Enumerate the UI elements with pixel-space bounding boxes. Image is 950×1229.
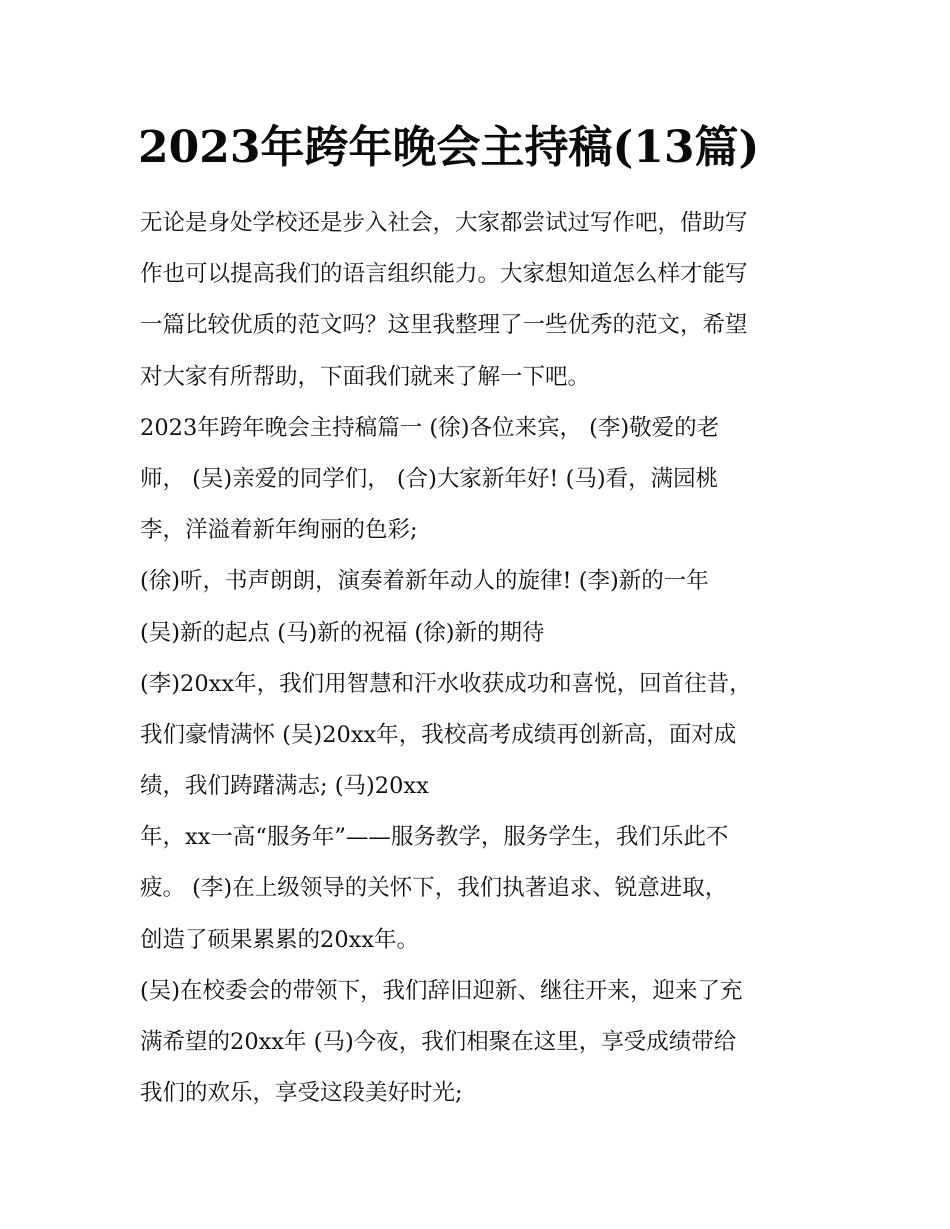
body-line-4: 对大家有所帮助，下面我们就来了解一下吧。 [140, 363, 591, 390]
body-line-11: 我们豪情满怀 (吴)20xx年，我校高考成绩再创新高，面对成 [140, 721, 737, 748]
body-line-15: 创造了硕果累累的20xx年。 [140, 926, 420, 953]
body-line-16: (吴)在校委会的带领下，我们辞旧迎新、继往开来，迎来了充 [140, 977, 743, 1004]
body-line-5: 2023年跨年晚会主持稿篇一 (徐)各位来宾， (李)敬爱的老 [140, 414, 720, 441]
body-line-9: (吴)新的起点 (马)新的祝福 (徐)新的期待 [140, 619, 545, 646]
body-line-12: 绩，我们踌躇满志; (马)20xx [140, 773, 429, 800]
body-line-18: 我们的欢乐，享受这段美好时光; [140, 1080, 463, 1107]
body-line-3: 一篇比较优质的范文吗？这里我整理了一些优秀的范文，希望 [140, 312, 748, 339]
body-line-10: (李)20xx年，我们用智慧和汗水收获成功和喜悦，回首往昔， [140, 670, 752, 697]
body-line-2: 作也可以提高我们的语言组织能力。大家想知道怎么样才能写 [140, 261, 748, 288]
document-body [140, 200, 830, 1121]
page-title: 2023年跨年晚会主持稿(13篇) [138, 122, 760, 173]
body-line-13: 年，xx一高“服务年”——服务教学，服务学生，我们乐此不 [140, 824, 729, 851]
body-line-6: 师， (吴)亲爱的同学们， (合)大家新年好! (马)看，满园桃 [140, 465, 719, 492]
body-line-14: 疲。 (李)在上级领导的关怀下，我们执著追求、锐意进取， [140, 875, 728, 902]
body-line-7: 李，洋溢着新年绚丽的色彩; [140, 517, 418, 544]
body-line-17: 满希望的20xx年 (马)今夜，我们相聚在这里，享受成绩带给 [140, 1029, 737, 1055]
body-line-8: (徐)听，书声朗朗，演奏着新年动人的旋律! (李)新的一年 [140, 568, 709, 595]
body-line-1: 无论是身处学校还是步入社会，大家都尝试过写作吧，借助写 [140, 210, 748, 236]
